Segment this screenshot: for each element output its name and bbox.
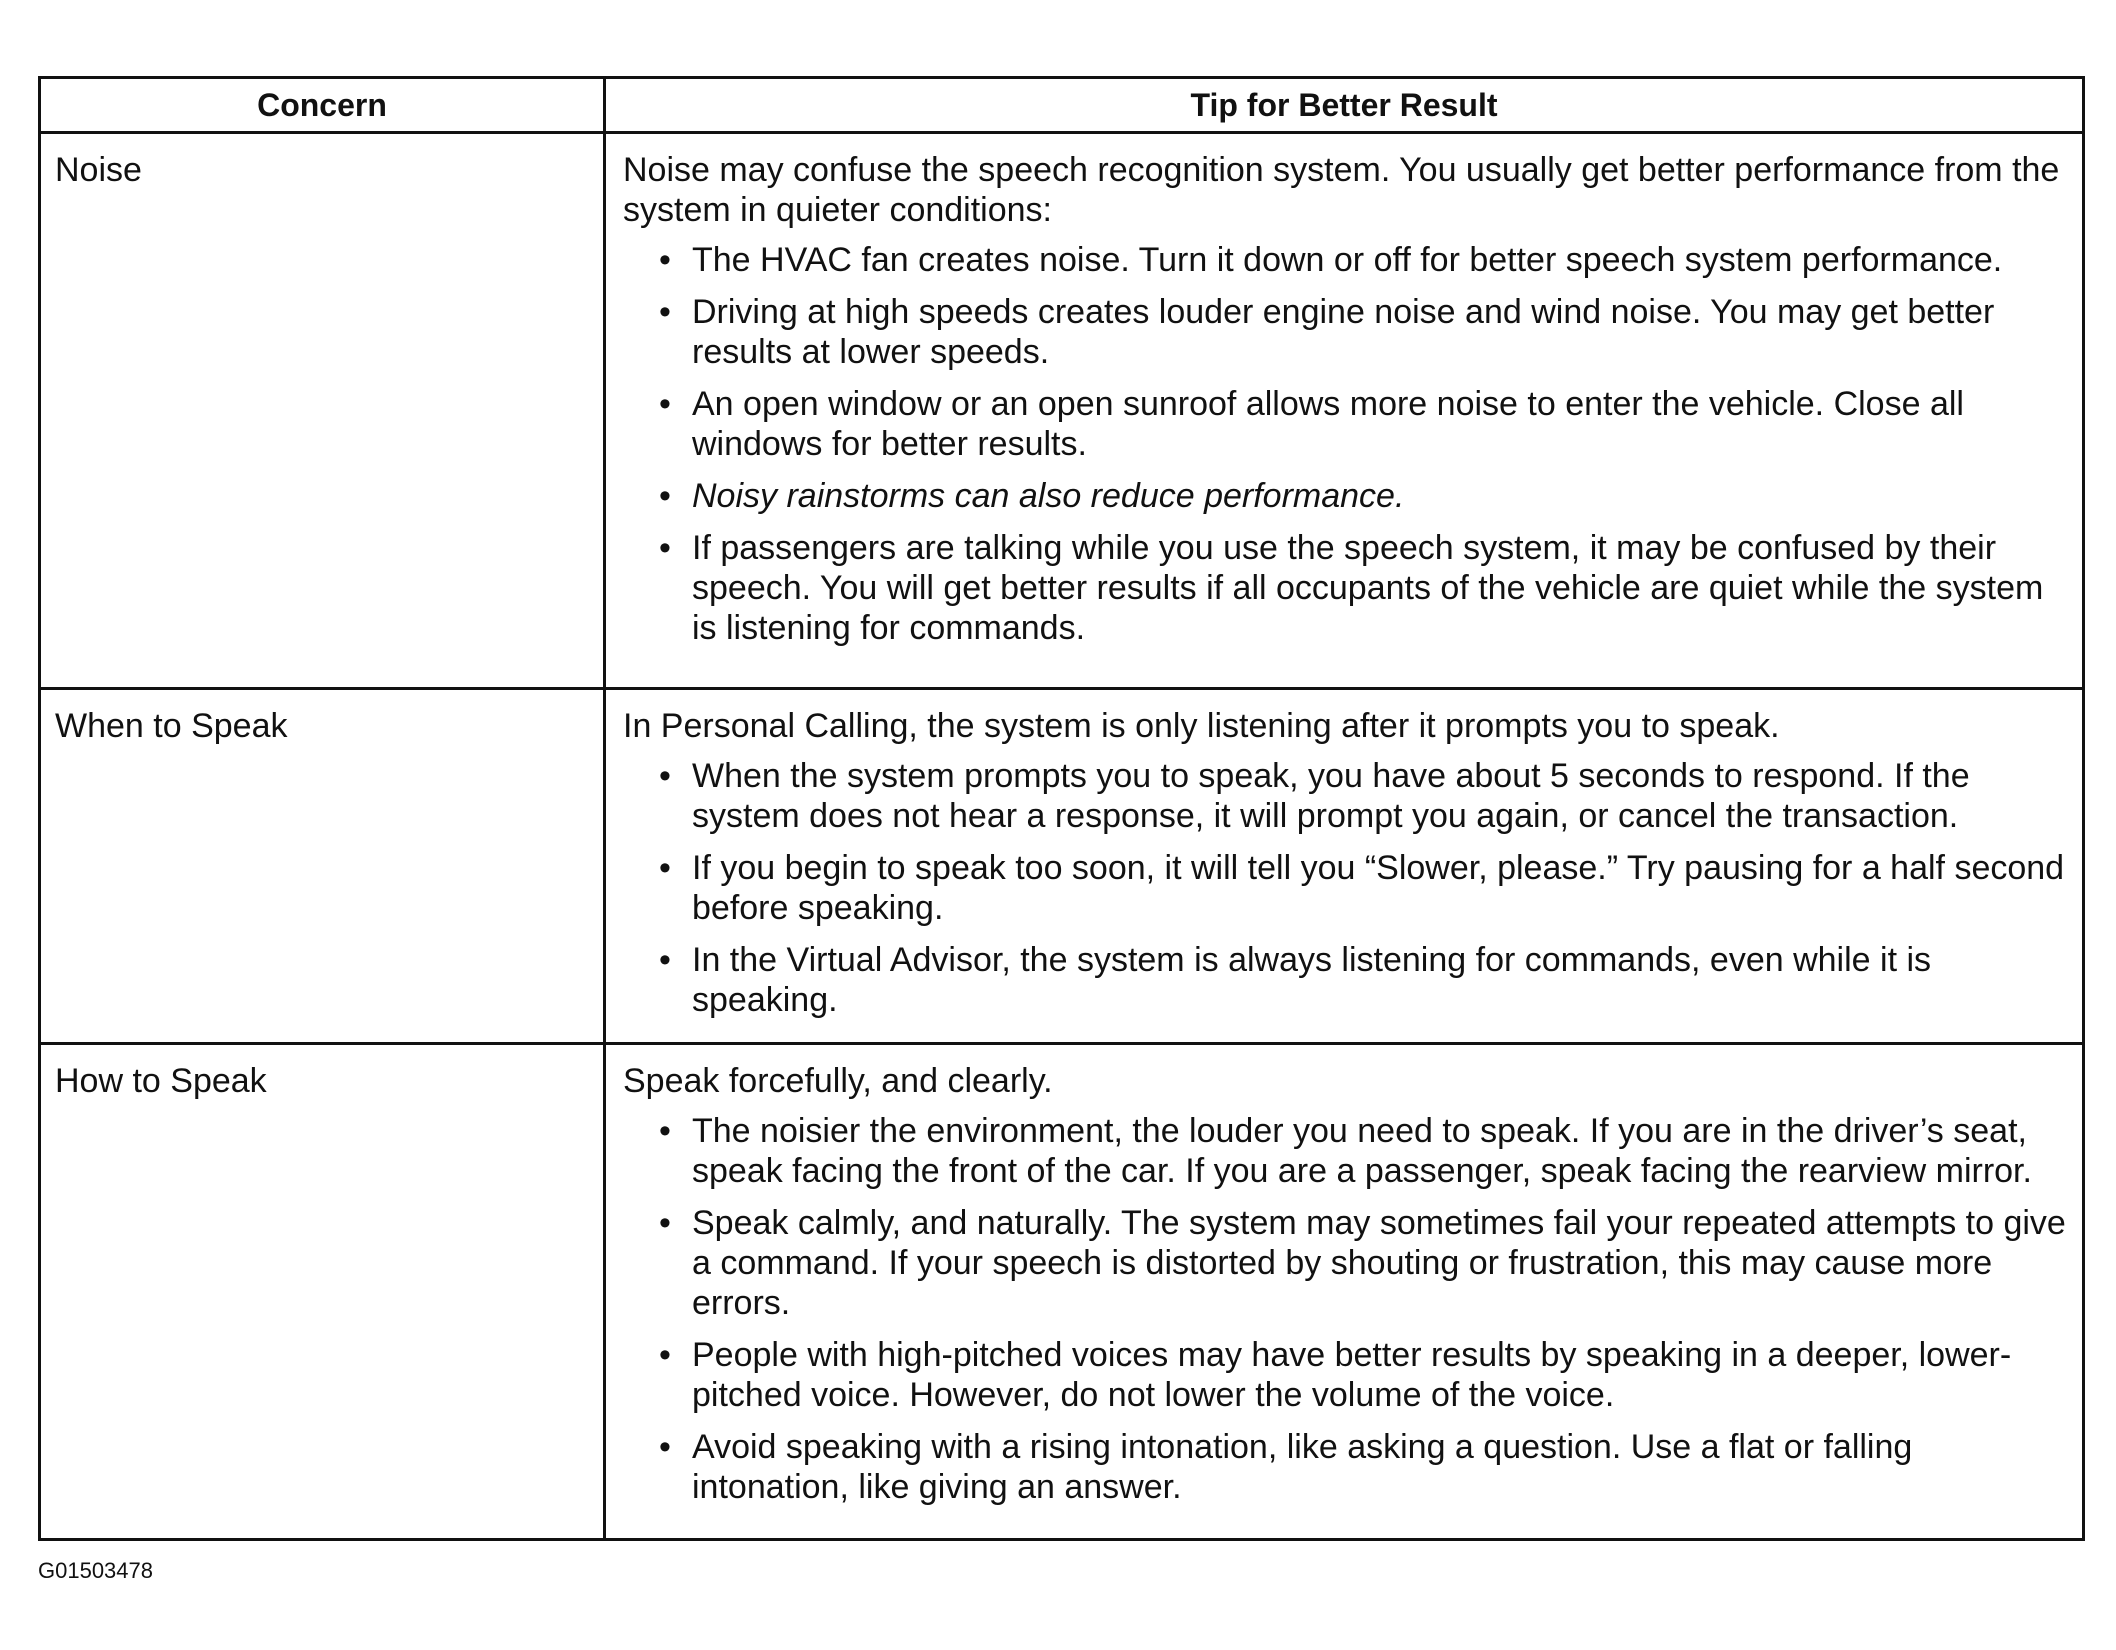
tip-bullet bbox=[623, 1111, 2068, 1191]
tip-bullet-text: The noisier the environment, the louder you need to speak. If you are in the driver’s seat, speak facing the front of the car. If you are a passenger, speak facing the rearview mirror. bbox=[692, 1112, 2032, 1190]
tip-bullet-text: If passengers are talking while you use the speech system, it may be confused by their speech. You will get better results if all occupants of the vehicle are quiet while the system is listening for commands. bbox=[692, 529, 2044, 647]
bullet-icon: • bbox=[659, 757, 671, 795]
bullet-icon: • bbox=[659, 1336, 671, 1374]
tip-intro: Speak forcefully, and clearly. bbox=[623, 1062, 1053, 1100]
bullet-icon: • bbox=[659, 529, 671, 567]
concern-cell: When to Speak bbox=[40, 689, 605, 1044]
bullet-icon: • bbox=[659, 385, 671, 423]
figure-code: G01503478 bbox=[38, 1558, 153, 1583]
tip-bullet bbox=[623, 756, 2068, 836]
tip-bullet bbox=[623, 476, 2068, 516]
bullet-icon: • bbox=[659, 477, 671, 515]
table-row-noise bbox=[40, 133, 2084, 689]
tip-bullet bbox=[623, 1427, 2068, 1507]
header-concern: Concern bbox=[40, 78, 605, 133]
tip-bullet bbox=[623, 240, 2068, 280]
bullet-icon: • bbox=[659, 941, 671, 979]
bullet-icon: • bbox=[659, 1428, 671, 1466]
tip-bullet-text: People with high-pitched voices may have better results by speaking in a deeper, lower-pitched voice. However, do not lower the volume of the voice. bbox=[692, 1336, 2012, 1414]
tip-bullet-text: In the Virtual Advisor, the system is always listening for commands, even while it is speaking. bbox=[692, 941, 1932, 1019]
tip-bullet-list bbox=[623, 1111, 2068, 1507]
tip-bullet-list bbox=[623, 756, 2068, 1020]
tip-bullet bbox=[623, 292, 2068, 372]
table-row-when-to-speak bbox=[40, 689, 2084, 1044]
tip-bullet bbox=[623, 940, 2068, 1020]
tip-bullet bbox=[623, 528, 2068, 648]
tip-intro: Noise may confuse the speech recognition system. You usually get better performance from the system in quieter conditions: bbox=[623, 151, 2060, 229]
bullet-icon: • bbox=[659, 1112, 671, 1150]
tip-cell bbox=[605, 133, 2084, 689]
concern-cell: Noise bbox=[40, 133, 605, 689]
tip-cell bbox=[605, 689, 2084, 1044]
tip-bullet-text: The HVAC fan creates noise. Turn it down or off for better speech system performance. bbox=[692, 241, 2003, 279]
bullet-icon: • bbox=[659, 293, 671, 331]
tip-bullet-list bbox=[623, 240, 2068, 648]
bullet-icon: • bbox=[659, 1204, 671, 1242]
speech-tips-table bbox=[38, 76, 2085, 1541]
tip-cell bbox=[605, 1044, 2084, 1540]
tip-bullet bbox=[623, 384, 2068, 464]
table-header-row bbox=[40, 78, 2084, 133]
bullet-icon: • bbox=[659, 241, 671, 279]
tip-bullet-text: When the system prompts you to speak, you have about 5 seconds to respond. If the system does not hear a response, it will prompt you again, or cancel the transaction. bbox=[692, 757, 1970, 835]
tip-bullet-text: If you begin to speak too soon, it will tell you “Slower, please.” Try pausing for a half second before speaking. bbox=[692, 849, 2065, 927]
tip-bullet-text: Avoid speaking with a rising intonation, like asking a question. Use a flat or falling intonation, like giving an answer. bbox=[692, 1428, 1913, 1506]
tip-bullet-text: Speak calmly, and naturally. The system may sometimes fail your repeated attempts to give a command. If your speech is distorted by shouting or frustration, this may cause more errors. bbox=[692, 1204, 2066, 1322]
concern-cell: How to Speak bbox=[40, 1044, 605, 1540]
bullet-icon: • bbox=[659, 849, 671, 887]
tip-bullet-text: Noisy rainstorms can also reduce performance. bbox=[692, 477, 1405, 515]
table-row-how-to-speak bbox=[40, 1044, 2084, 1540]
tip-bullet bbox=[623, 1203, 2068, 1323]
tip-intro: In Personal Calling, the system is only listening after it prompts you to speak. bbox=[623, 707, 1780, 745]
header-tip: Tip for Better Result bbox=[605, 78, 2084, 133]
tip-bullet bbox=[623, 1335, 2068, 1415]
tip-bullet bbox=[623, 848, 2068, 928]
tip-bullet-text: Driving at high speeds creates louder engine noise and wind noise. You may get better results at lower speeds. bbox=[692, 293, 1995, 371]
tip-bullet-text: An open window or an open sunroof allows more noise to enter the vehicle. Close all windows for better results. bbox=[692, 385, 1964, 463]
